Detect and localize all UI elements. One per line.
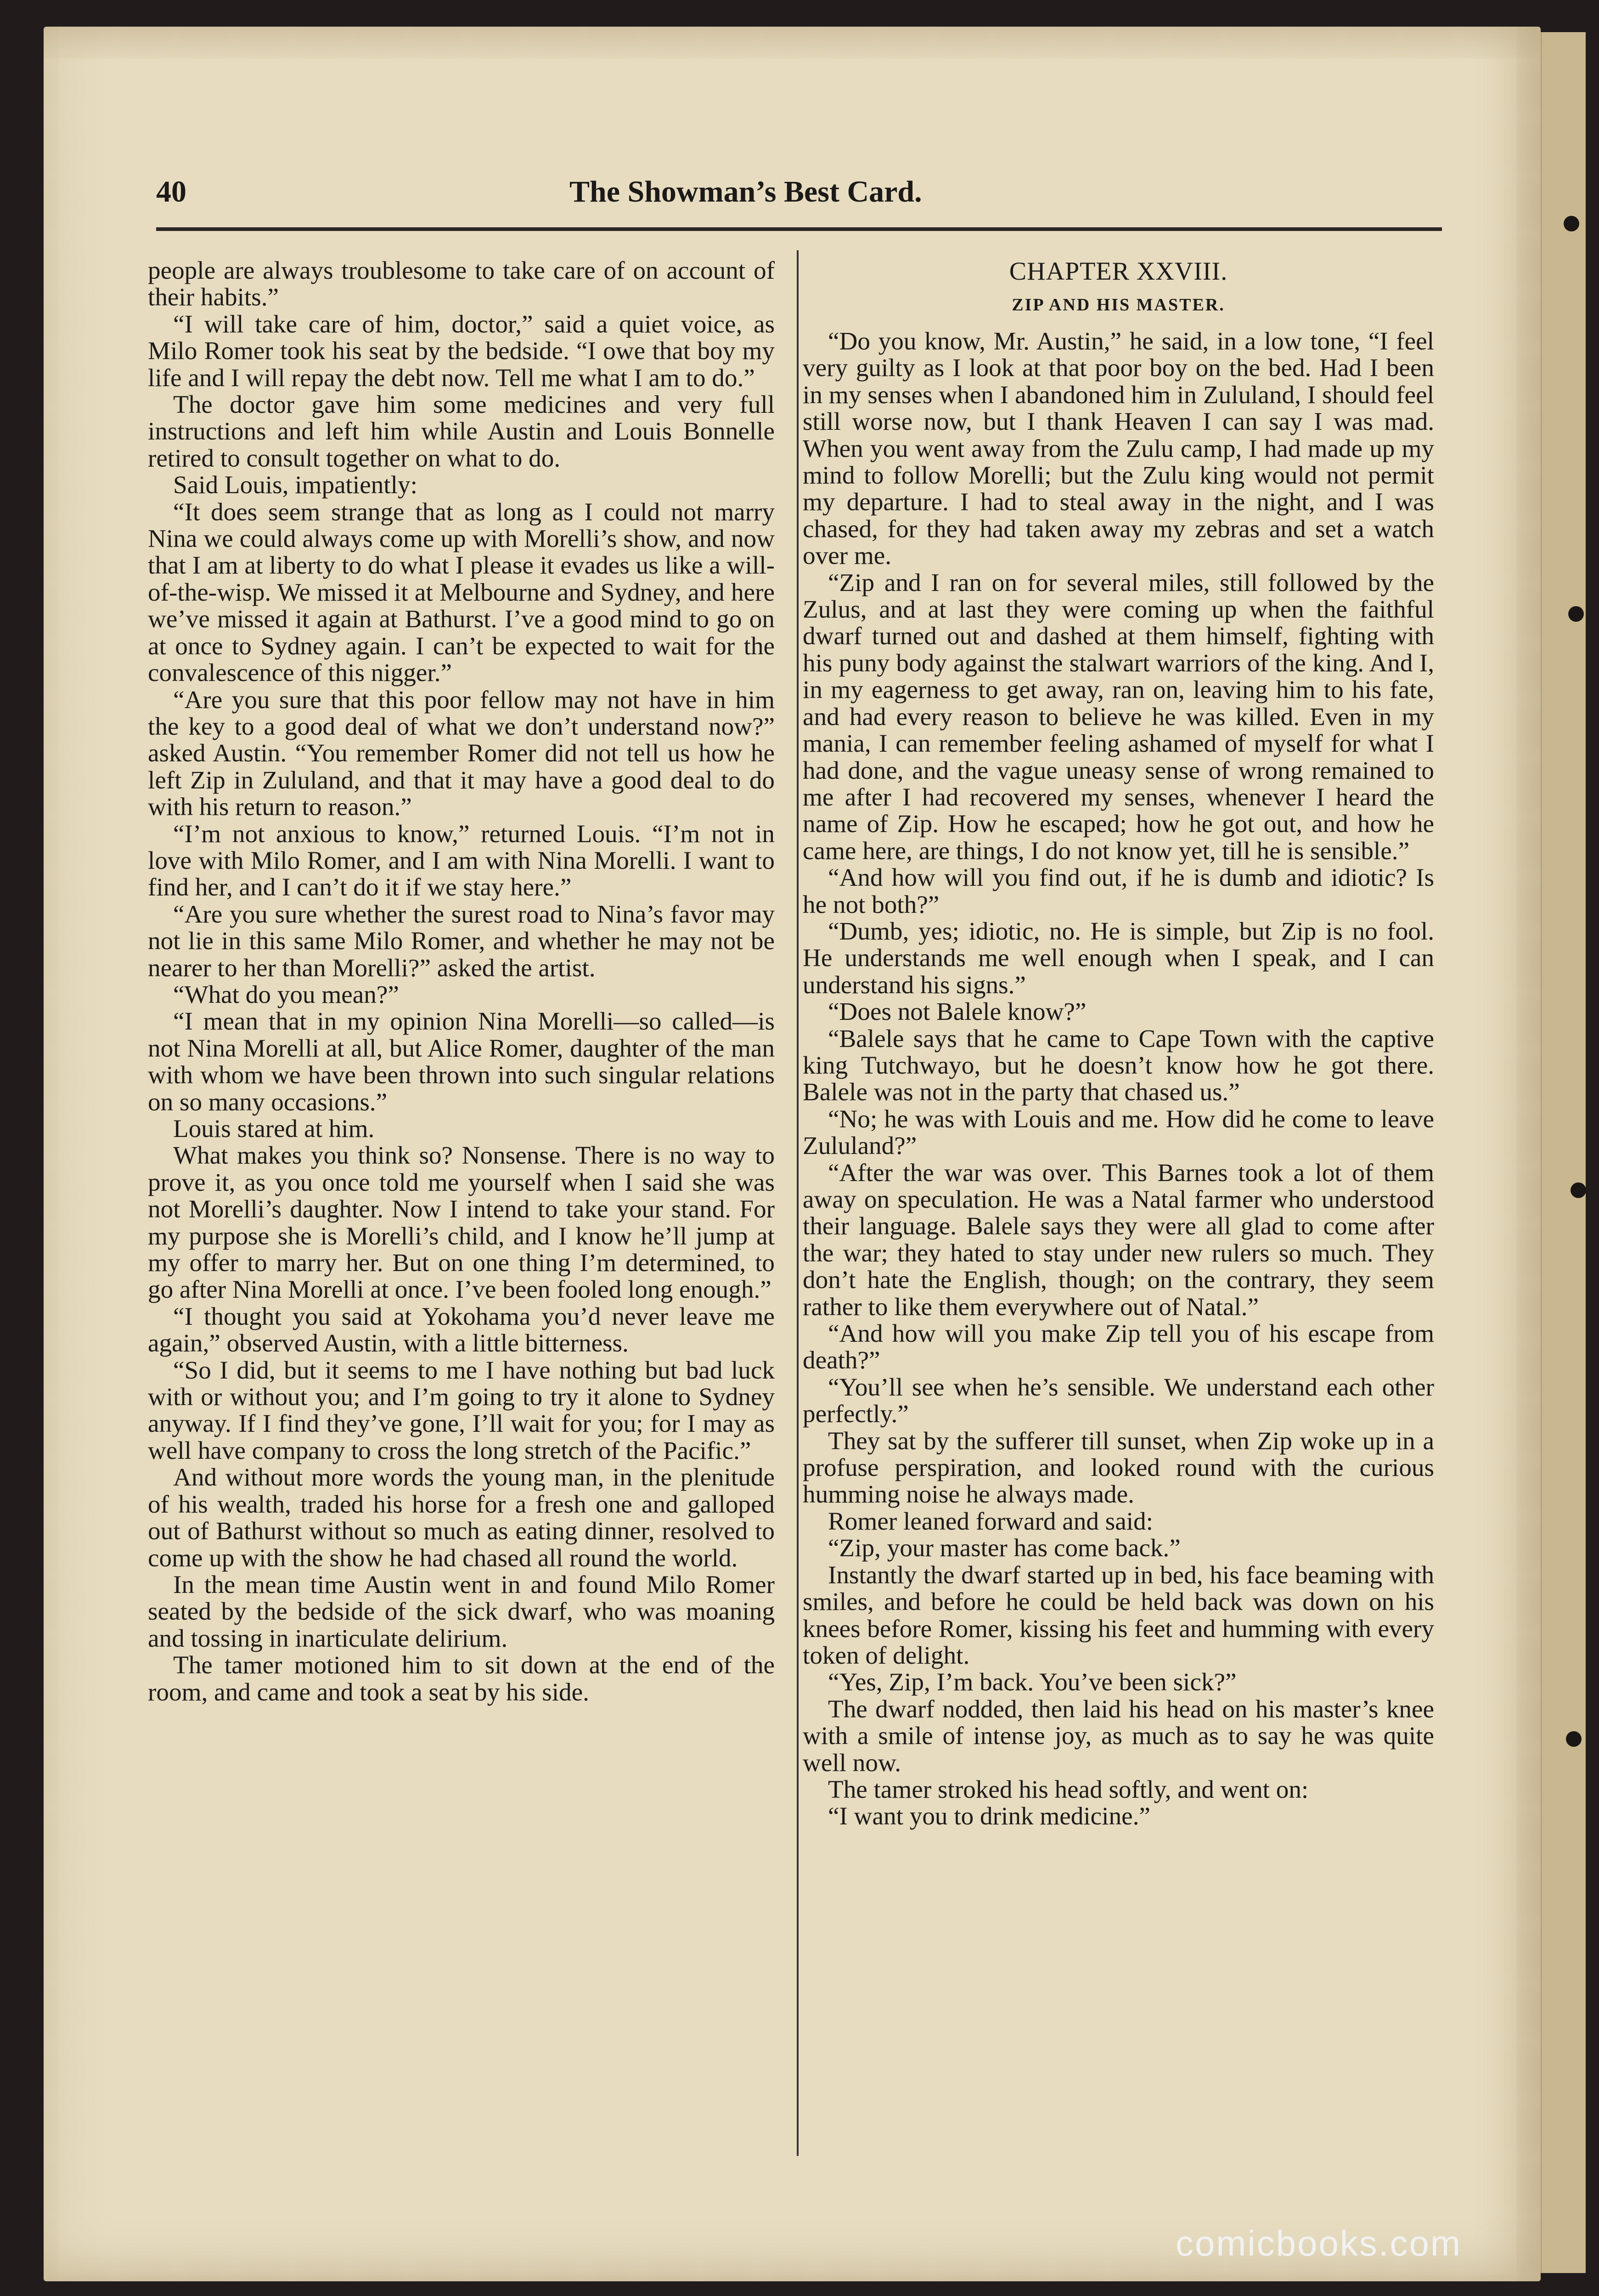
paragraph: “Zip and I ran on for several miles, still followed by the Zulus, and at last they were coming up when the faithful dwarf turned out and dashed at them himself, fighting with his puny body against the stalwart warriors of the king. And I, in my eagerness to get away, ran on, leaving him to his fate, and had every reason to believe he was killed. Even in my mania, I can remember feeling ashamed of myself for what I had done, and the vague uneasy sense of wrong remained to me after I had recovered my senses, whenever I heard the name of Zip. How he escaped; how he got out, and how he came here, are things, I do not know yet, till he is sensible.” xyxy=(803,568,1434,865)
paragraph: “And how will you find out, if he is dumb and idiotic? Is he not both?” xyxy=(803,863,1434,918)
watermark: comicbooks.com xyxy=(1176,2223,1462,2263)
left-column xyxy=(148,257,775,1705)
paragraph: The dwarf nodded, then laid his head on his master’s knee with a smile of intense joy, as much as to say he was quite well now. xyxy=(803,1694,1434,1777)
paragraph: What makes you think so? Nonsense. There is no way to prove it, as you once told me yourself when I said she was not Morelli’s daughter. Now I intend to take your stand. For my purpose she is Morelli’s child, and I know he’ll jump at my offer to marry her. But on one thing I’m determined, to go after Nina Morelli at once. I’ve been fooled long enough.” xyxy=(148,1141,775,1304)
paragraph: “I thought you said at Yokohama you’d never leave me again,” observed Austin, with a little bitterness. xyxy=(148,1302,775,1357)
binding-hole xyxy=(1566,1731,1582,1747)
paragraph: people are always troublesome to take care of on account of their habits.” xyxy=(148,256,775,311)
paragraph: “So I did, but it seems to me I have nothing but bad luck with or without you; and I’m going to try it alone to Sydney anyway. If I find they’ve gone, I’ll wait for you; for I may as well have company to cross the long stretch of the Pacific.” xyxy=(148,1356,775,1464)
paragraph: The tamer stroked his head softly, and went on: xyxy=(828,1775,1309,1803)
paragraph: “What do you mean?” xyxy=(173,980,399,1008)
column-divider xyxy=(797,250,799,2156)
paragraph: And without more words the young man, in the plenitude of his wealth, traded his horse for a fresh one and galloped out of Bathurst without so much as eating dinner, resolved to come up with the show he had chased all round the world. xyxy=(148,1463,775,1572)
binding-hole xyxy=(1564,216,1579,231)
paragraph: They sat by the sufferer till sunset, when Zip woke up in a profuse perspiration, and looked round with the curious humming noise he always made. xyxy=(803,1426,1434,1508)
paragraph: “Are you sure whether the surest road to Nina’s favor may not lie in this same Milo Romer, and whether he may not be nearer to her than Morelli?” asked the artist. xyxy=(148,900,775,982)
running-title: The Showman’s Best Card. xyxy=(569,175,922,208)
page-header xyxy=(156,174,1451,220)
paragraph: “I mean that in my opinion Nina Morelli—so called—is not Nina Morelli at all, but Alice Romer, daughter of the man with whom we have been thrown into such singular relations on so many occasions.” xyxy=(148,1007,775,1116)
chapter-title: CHAPTER XXVIII. xyxy=(1009,257,1228,286)
paragraph: “Zip, your master has come back.” xyxy=(828,1534,1181,1562)
paragraph: “Do you know, Mr. Austin,” he said, in a low tone, “I feel very guilty as I look at that poor boy on the bed. Had I been in my senses when I abandoned him in Zululand, I should feel still worse now, but I thank Heaven I can say I was mad. When you went away from the Zulu camp, I had made up my mind to follow Morelli; but the Zulu king would not permit my departure. I had to steal away in the night, and I was chased, for they had taken away my zebras and set a watch over me. xyxy=(803,327,1434,570)
paragraph: “Balele says that he came to Cape Town with the captive king Tutchwayo, but he doesn’t know how he got there. Balele was not in the party that chased us.” xyxy=(803,1024,1434,1106)
paragraph: “It does seem strange that as long as I could not marry Nina we could always come up with Morelli’s show, and now that I am at liberty to do what I please it evades us like a will-of-the-wisp. We missed it at Melbourne and Sydney, and here we’ve missed it again at Bathurst. I’ve a good mind to go on at once to Sydney again. I can’t be expected to wait for the convalescence of this nigger.” xyxy=(148,497,775,687)
paragraph: “Are you sure that this poor fellow may not have in him the key to a good deal of what we don’t understand now?” asked Austin. “You remember Romer did not tell us how he left Zip in Zululand, and that it may have a good deal to do with his return to reason.” xyxy=(148,685,775,821)
paragraph: Instantly the dwarf started up in bed, his face beaming with smiles, and before he could be held back was down on his knees before Romer, kissing his feet and humming with every token of delight. xyxy=(803,1560,1434,1669)
paragraph: Said Louis, impatiently: xyxy=(173,471,417,499)
paragraph: In the mean time Austin went in and found Milo Romer seated by the bedside of the sick dwarf, who was moaning and tossing in inarticulate delirium. xyxy=(148,1570,775,1652)
right-column xyxy=(803,257,1434,1830)
paragraph: “And how will you make Zip tell you of his escape from death?” xyxy=(803,1319,1434,1374)
header-rule xyxy=(156,227,1442,231)
paragraph: “I will take care of him, doctor,” said a quiet voice, as Milo Romer took his seat by the bedside. “I owe that boy my life and I will repay the debt now. Tell me what I am to do.” xyxy=(148,310,775,392)
paragraph: The tamer motioned him to sit down at the end of the room, and came and took a seat by his side. xyxy=(148,1651,775,1706)
page-edge xyxy=(1541,32,1586,2273)
paragraph: “I’m not anxious to know,” returned Louis. “I’m not in love with Milo Romer, and I am with Nina Morelli. I want to find her, and I can’t do it if we stay here.” xyxy=(148,819,775,901)
paragraph: “No; he was with Louis and me. How did he come to leave Zululand?” xyxy=(803,1104,1434,1160)
paragraph: “I want you to drink medicine.” xyxy=(828,1802,1150,1830)
paragraph: “Does not Balele know?” xyxy=(828,997,1087,1026)
paragraph: “You’ll see when he’s sensible. We understand each other perfectly.” xyxy=(803,1373,1434,1428)
chapter-subtitle: ZIP AND HIS MASTER. xyxy=(1012,295,1225,315)
paragraph: Louis stared at him. xyxy=(173,1114,375,1142)
paragraph: The doctor gave him some medicines and very full instructions and left him while Austin and Louis Bonnelle retired to consult together on what to do. xyxy=(148,390,775,472)
paragraph: “Yes, Zip, I’m back. You’ve been sick?” xyxy=(828,1668,1237,1696)
binding-hole xyxy=(1571,1182,1586,1198)
paragraph: “After the war was over. This Barnes took a lot of them away on speculation. He was a Natal farmer who understood their language. Balele says they were all glad to come after the war; they hated to stay under new rulers so much. They don’t hate the English, though; on the contrary, they seem rather to like them everywhere out of Natal.” xyxy=(803,1158,1434,1321)
paragraph: Romer leaned forward and said: xyxy=(828,1507,1153,1535)
page-number: 40 xyxy=(156,175,186,208)
binding-hole xyxy=(1568,606,1584,622)
paragraph: “Dumb, yes; idiotic, no. He is simple, but Zip is no fool. He understands me well enough when I speak, and I can understand his signs.” xyxy=(803,917,1434,999)
